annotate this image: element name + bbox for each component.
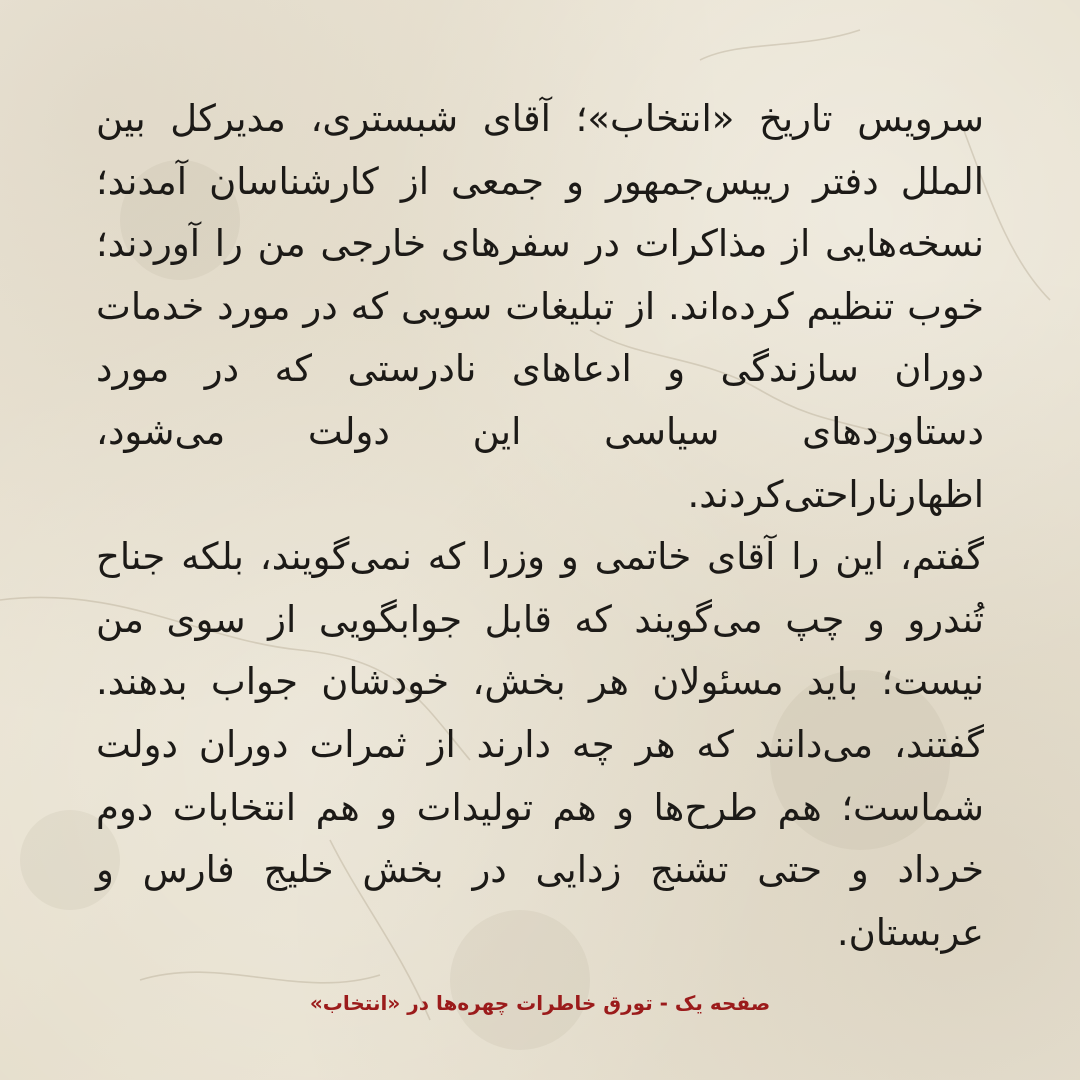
paragraph-2: گفتم، این را آقای خاتمی و وزرا که نمی‌گویند، بلکه جناح تُندرو و چپ می‌گویند که قابل جوابگویی از سوی من نیست؛ باید مسئولان هر بخش، خودشان جواب بدهند. گفتند، می‌دانند که هر چه دارند از ثمرات دوران دولت شماست؛ هم طرح‌ها و هم تولیدات و هم انتخابات دوم خرداد و حتی تشنج زدایی در بخش خلیج فارس و عربستان. [96, 535, 984, 954]
memoir-text [96, 88, 984, 964]
paragraph-1: سرویس تاریخ «انتخاب»؛ آقای شبستری، مدیرکل بین الملل دفتر رییس‌جمهور و جمعی از کارشناسان آمدند؛ نسخه‌هایی از مذاکرات در سفرهای خارجی من را آوردند؛ خوب تنظیم کرده‌اند. از تبلیغات سویی که در مورد خدمات دوران سازندگی و ادعاهای نادرستی که در مورد دستاوردهای سیاسی این دولت می‌شود، اظهارناراحتی‌کردند. [96, 97, 984, 516]
paper-crease [140, 972, 380, 983]
page-caption: صفحه یک - تورق خاطرات چهره‌ها در «انتخاب» [309, 991, 771, 1015]
paper-crease [700, 30, 860, 60]
